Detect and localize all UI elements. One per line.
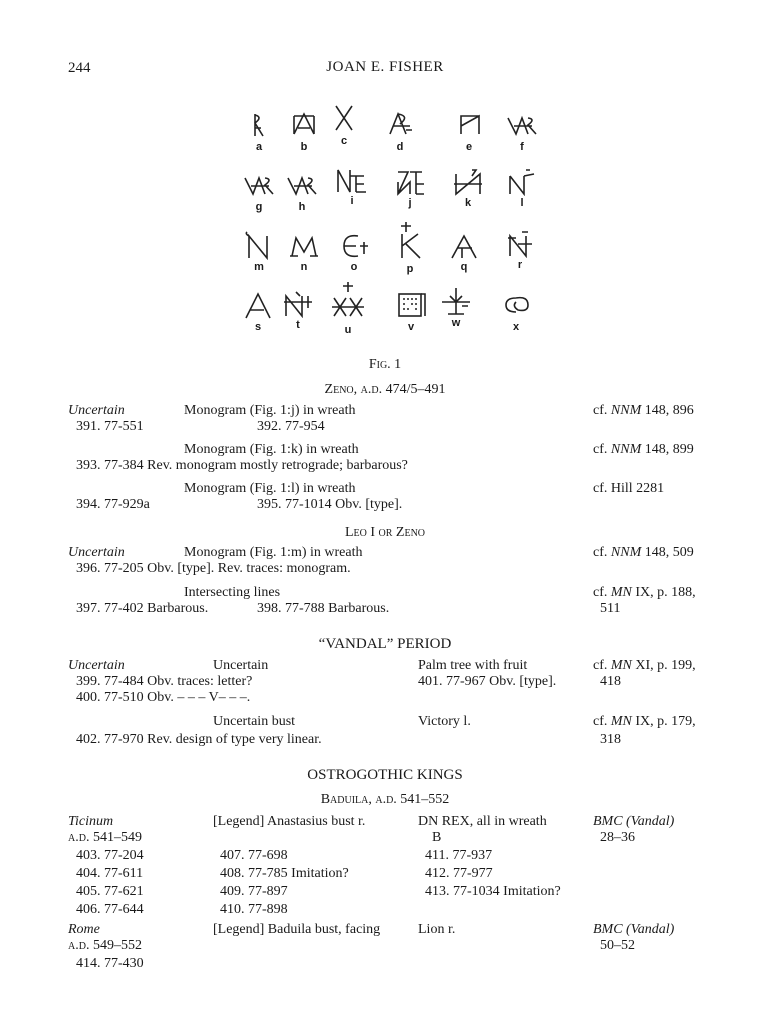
monogram-u	[330, 280, 366, 336]
ticinum-ref-cont: 28–36	[600, 830, 635, 845]
monogram-label: q	[460, 261, 468, 273]
monogram-label: k	[464, 197, 472, 209]
monogram-label: d	[396, 141, 404, 153]
entry-393: 393. 77-384 Rev. monogram mostly retrograde; barbarous?	[76, 458, 408, 473]
vandal-g2-ref: cf. MN IX, p. 179,	[593, 714, 696, 729]
entry-405: 405. 77-621	[76, 884, 144, 899]
vandal-g2-ref-cont: 318	[600, 732, 621, 747]
vandal-g1-rev: Palm tree with fruit	[418, 658, 528, 673]
rome-ref-cont: 50–52	[600, 938, 635, 953]
leo-mint: Uncertain	[68, 545, 125, 560]
zeno-heading: Zeno, a.d. 474/5–491	[324, 382, 446, 397]
monogram-label: p	[406, 263, 414, 275]
monogram-j	[392, 166, 428, 209]
monogram-label: m	[254, 261, 264, 273]
monogram-label: c	[340, 135, 348, 147]
rome-date: a.d. 549–552	[68, 938, 142, 953]
entry-413: 413. 77-1034 Imitation?	[425, 884, 561, 899]
entry-396: 396. 77-205 Obv. [type]. Rev. traces: monogram.	[76, 561, 351, 576]
page-number: 244	[68, 60, 91, 76]
monogram-m	[241, 230, 277, 273]
monogram-t	[280, 288, 316, 331]
monogram-l	[504, 166, 540, 209]
zeno-g1-desc: Monogram (Fig. 1:j) in wreath	[184, 403, 356, 418]
ticinum-ref: BMC (Vandal)	[593, 814, 675, 829]
monogram-r	[502, 228, 538, 271]
entry-402: 402. 77-970 Rev. design of type very linear.	[76, 732, 322, 747]
monogram-label: u	[344, 324, 352, 336]
vandal-g2-rev: Victory l.	[418, 714, 471, 729]
entry-394: 394. 77-929a	[76, 497, 150, 512]
zeno-g2-desc: Monogram (Fig. 1:k) in wreath	[184, 442, 359, 457]
monogram-label: n	[300, 261, 308, 273]
vandal-heading: “VANDAL” PERIOD	[318, 636, 452, 652]
rome-rev: Lion r.	[418, 922, 456, 937]
entry-398: 398. 77-788 Barbarous.	[257, 601, 390, 616]
monogram-p	[392, 220, 428, 275]
entry-414: 414. 77-430	[76, 956, 144, 971]
entry-407: 407. 77-698	[220, 848, 288, 863]
entry-401: 401. 77-967 Obv. [type].	[418, 674, 557, 689]
monogram-label: v	[407, 321, 415, 333]
monogram-label: r	[517, 259, 523, 271]
monogram-i	[334, 164, 370, 207]
entry-391: 391. 77-551	[76, 419, 144, 434]
monogram-v	[393, 290, 429, 333]
monogram-a	[241, 110, 277, 153]
monogram-c	[326, 104, 362, 147]
monogram-figure	[236, 100, 536, 340]
monogram-label: x	[512, 321, 520, 333]
ticinum-obv: [Legend] Anastasius bust r.	[213, 814, 366, 829]
ticinum-rev-mark: B	[432, 830, 442, 845]
baduila-heading: Baduila, a.d. 541–552	[320, 792, 450, 807]
monogram-g	[241, 170, 277, 213]
monogram-label: w	[451, 317, 461, 329]
vandal-g2-obv: Uncertain bust	[213, 714, 296, 729]
zeno-g3-desc: Monogram (Fig. 1:l) in wreath	[184, 481, 356, 496]
vandal-g1-ref-cont: 418	[600, 674, 621, 689]
running-head: JOAN E. FISHER	[326, 59, 444, 75]
leo-g1-desc: Monogram (Fig. 1:m) in wreath	[184, 545, 363, 560]
monogram-label: h	[298, 201, 306, 213]
monogram-k	[450, 166, 486, 209]
monogram-o	[336, 230, 372, 273]
monogram-b	[286, 110, 322, 153]
ticinum-rev: DN REX, all in wreath	[418, 814, 547, 829]
entry-392: 392. 77-954	[257, 419, 325, 434]
leo-g2-desc: Intersecting lines	[184, 585, 281, 600]
monogram-w	[438, 286, 474, 329]
entry-395: 395. 77-1014 Obv. [type].	[257, 497, 403, 512]
monogram-q	[446, 230, 482, 273]
monogram-label: f	[520, 141, 524, 153]
entry-409: 409. 77-897	[220, 884, 288, 899]
entry-410: 410. 77-898	[220, 902, 288, 917]
rome-ref: BMC (Vandal)	[593, 922, 675, 937]
vandal-g1-ref: cf. MN XI, p. 199,	[593, 658, 696, 673]
monogram-label: j	[408, 197, 412, 209]
leo-g1-ref: cf. NNM 148, 509	[593, 545, 694, 560]
monogram-s	[240, 290, 276, 333]
entry-403: 403. 77-204	[76, 848, 144, 863]
entry-404: 404. 77-611	[76, 866, 144, 881]
rome-mint: Rome	[68, 922, 100, 937]
monogram-label: g	[255, 201, 263, 213]
monogram-x	[498, 290, 534, 333]
ticinum-date: a.d. 541–549	[68, 830, 142, 845]
vandal-mint: Uncertain	[68, 658, 125, 673]
monogram-label: l	[520, 197, 524, 209]
entry-408: 408. 77-785 Imitation?	[220, 866, 349, 881]
figure-caption: Fig. 1	[368, 357, 402, 372]
entry-412: 412. 77-977	[425, 866, 493, 881]
monogram-label: o	[350, 261, 358, 273]
monogram-n	[286, 230, 322, 273]
monogram-label: b	[300, 141, 308, 153]
zeno-g1-ref: cf. NNM 148, 896	[593, 403, 694, 418]
zeno-g2-ref: cf. NNM 148, 899	[593, 442, 694, 457]
zeno-mint: Uncertain	[68, 403, 125, 418]
rome-obv: [Legend] Baduila bust, facing	[213, 922, 381, 937]
monogram-label: e	[465, 141, 473, 153]
monogram-label: s	[254, 321, 262, 333]
entry-411: 411. 77-937	[425, 848, 493, 863]
monogram-label: t	[296, 319, 300, 331]
monogram-h	[284, 170, 320, 213]
entry-406: 406. 77-644	[76, 902, 144, 917]
zeno-g3-ref: cf. Hill 2281	[593, 481, 665, 496]
monogram-d	[382, 110, 418, 153]
vandal-g1-obv: Uncertain	[213, 658, 269, 673]
entry-399: 399. 77-484 Obv. traces: letter?	[76, 674, 253, 689]
leo-heading: Leo I or Zeno	[344, 525, 426, 540]
ticinum-mint: Ticinum	[68, 814, 114, 829]
entry-397: 397. 77-402 Barbarous.	[76, 601, 209, 616]
leo-g2-ref-cont: 511	[600, 601, 621, 616]
leo-g2-ref: cf. MN IX, p. 188,	[593, 585, 696, 600]
monogram-e	[451, 110, 487, 153]
monogram-f	[504, 110, 540, 153]
ostro-heading: OSTROGOTHIC KINGS	[307, 767, 463, 783]
entry-400: 400. 77-510 Obv. – – – V– – –.	[76, 690, 251, 705]
monogram-label: i	[350, 195, 354, 207]
monogram-label: a	[255, 141, 263, 153]
